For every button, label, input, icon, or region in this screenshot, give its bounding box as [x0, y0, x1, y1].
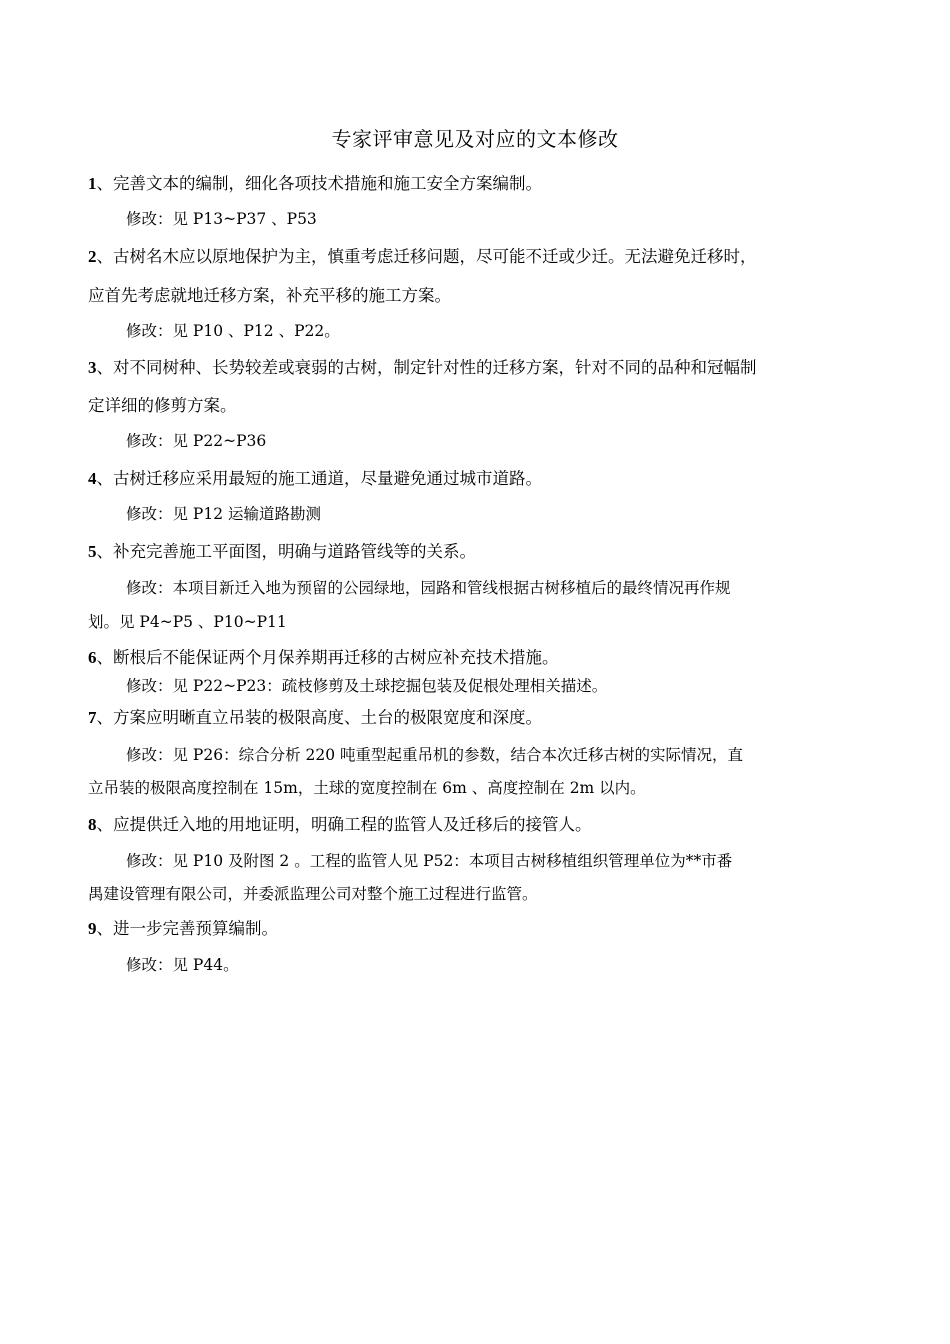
revision-7 — [88, 738, 878, 772]
opinion-2-line-2 — [88, 278, 878, 314]
revision-text: 禺建设管理有限公司，并委派监理公司对整个施工过程进行监管。 — [88, 885, 538, 903]
revision-5-line-2 — [88, 605, 878, 639]
revision-9 — [88, 948, 878, 982]
revision-text: 修改：见 P10 及附图 2 。工程的监管人见 P52：本项目古树移植组织管理单位为**市番 — [126, 852, 733, 870]
opinion-number: 7 — [88, 708, 97, 727]
revision-text: 修改：见 P22~P23：疏枝修剪及土球挖掘包装及促根处理相关描述。 — [126, 677, 608, 695]
opinion-text: 定详细的修剪方案。 — [88, 396, 237, 415]
document-title: 专家评审意见及对应的文本修改 — [331, 127, 619, 151]
opinion-number: 4 — [88, 469, 97, 488]
opinion-text: 、应提供迁入地的用地证明，明确工程的监管人及迁移后的接管人。 — [96, 815, 592, 834]
revision-text: 划。见 P4~P5 、P10~P11 — [88, 613, 287, 631]
opinion-number: 3 — [88, 358, 97, 377]
opinion-2 — [88, 239, 878, 275]
revision-text: 修改：见 P10 、P12 、P22。 — [126, 322, 340, 340]
opinion-number: 2 — [88, 247, 97, 266]
opinion-number: 1 — [88, 174, 97, 193]
opinion-number: 9 — [88, 919, 97, 938]
opinion-9 — [88, 911, 878, 947]
revision-text: 修改：见 P13~P37 、P53 — [126, 210, 317, 228]
opinion-7 — [88, 700, 878, 736]
revision-text: 修改：见 P22~P36 — [126, 432, 267, 450]
opinion-number: 5 — [88, 542, 97, 561]
revision-4 — [88, 497, 878, 531]
opinion-text: 、古树迁移应采用最短的施工通道，尽量避免通过城市道路。 — [96, 469, 542, 488]
opinion-3-line-2 — [88, 388, 878, 424]
opinion-5 — [88, 534, 878, 570]
revision-text: 修改：本项目新迁入地为预留的公园绿地，园路和管线根据古树移植后的最终情况再作规 — [126, 579, 731, 597]
revision-8 — [88, 844, 878, 878]
opinion-text: 、进一步完善预算编制。 — [96, 919, 278, 938]
revision-7-line-2 — [88, 771, 878, 805]
revision-text: 立吊装的极限高度控制在 15m，土球的宽度控制在 6m 、高度控制在 2m 以内。 — [88, 779, 646, 797]
revision-2 — [88, 314, 878, 348]
opinion-4 — [88, 461, 878, 497]
revision-6 — [88, 669, 878, 703]
opinion-text: 应首先考虑就地迁移方案，补充平移的施工方案。 — [88, 286, 451, 305]
opinion-text: 、对不同树种、长势较差或衰弱的古树，制定针对性的迁移方案，针对不同的品种和冠幅制 — [96, 358, 757, 377]
revision-5 — [88, 571, 878, 605]
opinion-text: 、补充完善施工平面图，明确与道路管线等的关系。 — [96, 542, 476, 561]
opinion-text: 、古树名木应以原地保护为主，慎重考虑迁移问题，尽可能不迁或少迁。无法避免迁移时， — [96, 247, 757, 266]
opinion-number: 8 — [88, 815, 97, 834]
revision-text: 修改：见 P44。 — [126, 956, 239, 974]
opinion-3 — [88, 350, 878, 386]
opinion-number: 6 — [88, 648, 97, 667]
revision-3 — [88, 424, 878, 458]
revision-text: 修改：见 P12 运输道路勘测 — [126, 505, 322, 523]
revision-8-line-2 — [88, 877, 878, 911]
opinion-8 — [88, 807, 878, 843]
revision-1 — [88, 202, 878, 236]
opinion-text: 、断根后不能保证两个月保养期再迁移的古树应补充技术措施。 — [96, 648, 559, 667]
revision-text: 修改：见 P26：综合分析 220 吨重型起重吊机的参数，结合本次迁移古树的实际情况，直 — [126, 746, 744, 764]
opinion-1 — [88, 166, 878, 202]
opinion-text: 、完善文本的编制，细化各项技术措施和施工安全方案编制。 — [96, 174, 542, 193]
opinion-text: 、方案应明晰直立吊装的极限高度、土台的极限宽度和深度。 — [96, 708, 542, 727]
